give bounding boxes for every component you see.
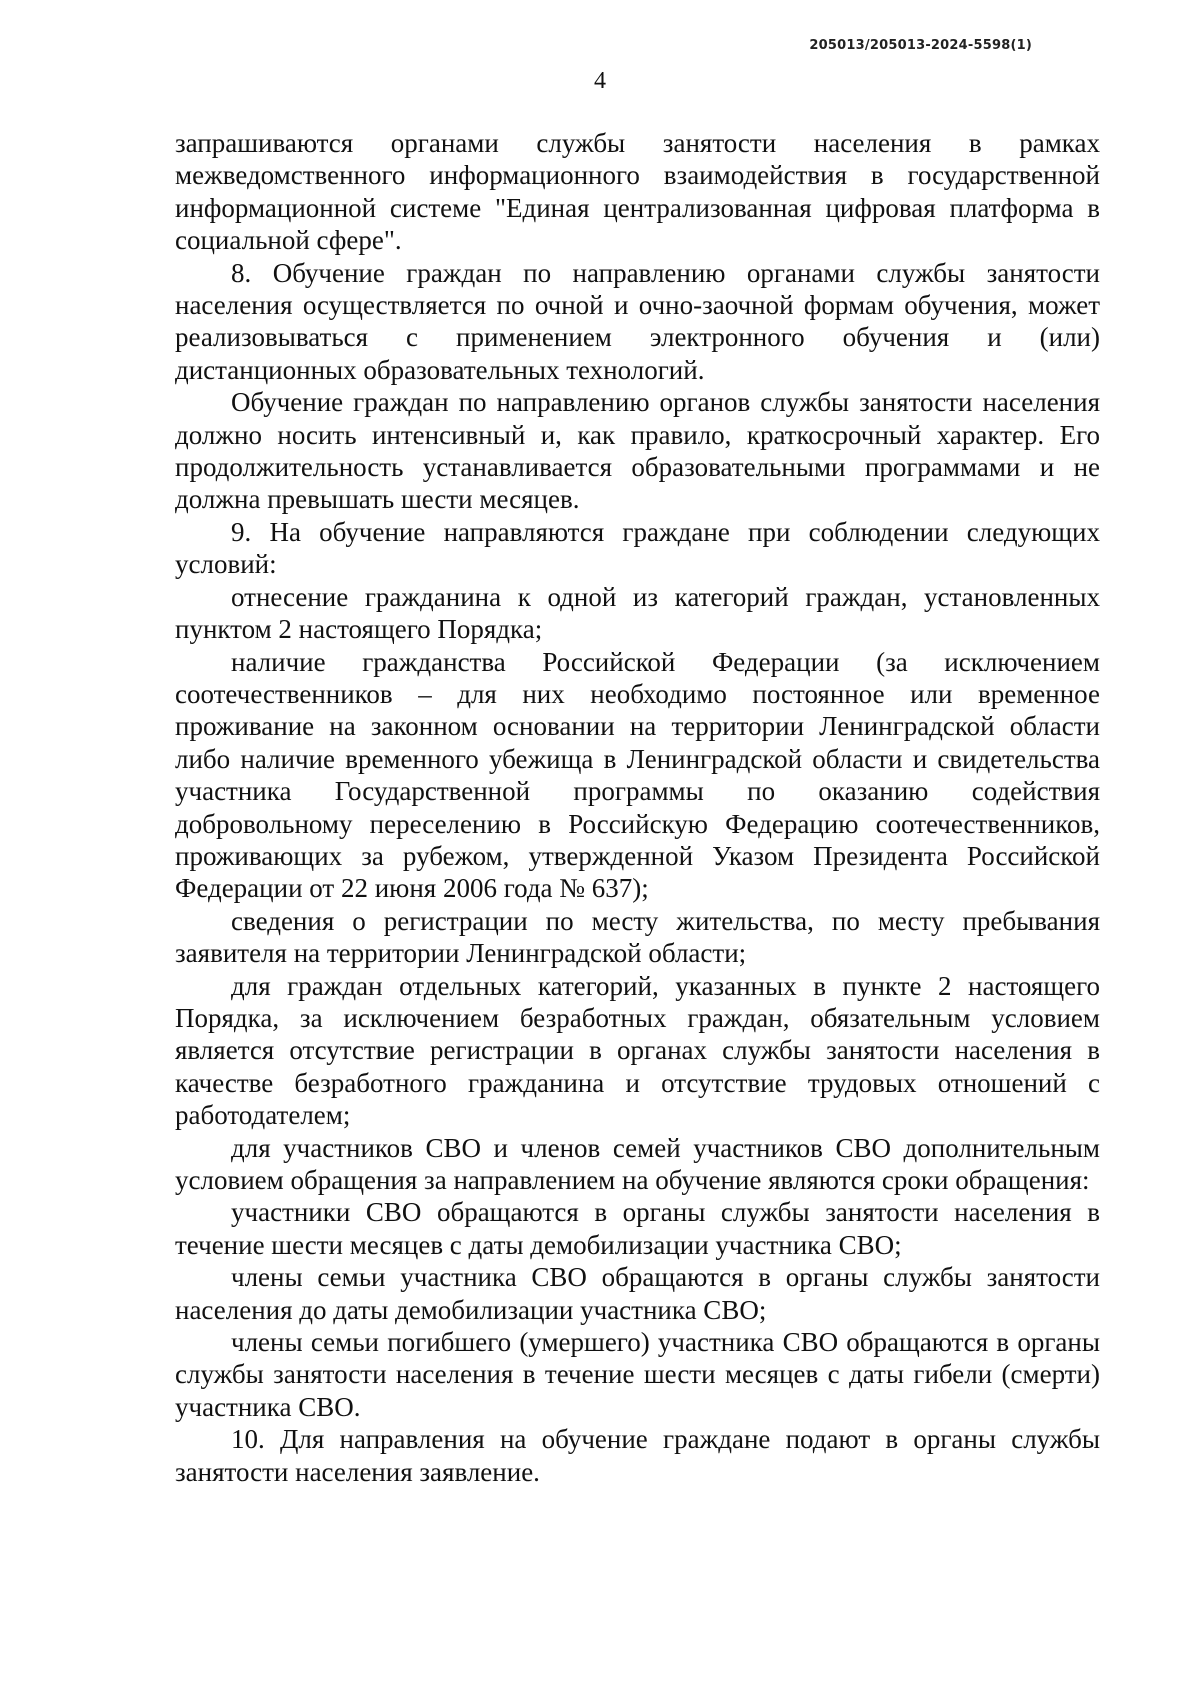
document-body <box>175 127 1100 1488</box>
condition-svo-participants: для участников СВО и членов семей участников СВО дополнительным условием обращения за направлением на обучение являются сроки обращения: <box>175 1132 1100 1195</box>
svo-term-deceased-family: члены семьи погибшего (умершего) участника СВО обращаются в органы службы занятости населения в течение шести месяцев с даты гибели (смерти) участника СВО. <box>175 1327 1100 1422</box>
paragraph-training-duration: Обучение граждан по направлению органов службы занятости населения должно носить интенсивный и, как правило, краткосрочный характер. Его продолжительность устанавливается образовательными программами и не должна превышать шести месяцев. <box>175 387 1100 515</box>
svo-term-participants: участники СВО обращаются в органы службы занятости населения в течение шести месяцев с даты демобилизации участника СВО; <box>175 1197 1100 1260</box>
paragraph-item-8: 8. Обучение граждан по направлению органами службы занятости населения осуществляется по очной и очно-заочной формам обучения, может реализовываться с применением электронного обучения и (или) дистанционных образовательных технологий. <box>175 257 1100 385</box>
paragraph-item-10: 10. Для направления на обучение граждане подают в органы службы занятости населения заявление. <box>175 1424 1100 1487</box>
paragraph-continuation: запрашиваются органами службы занятости населения в рамках межведомственного информационного взаимодействия в государственной информационной системе "Единая централизованная цифровая платформа в социальной сфере". <box>175 128 1100 256</box>
condition-citizenship: наличие гражданства Российской Федерации (за исключением соотечественников – для них необходимо постоянное или временное проживание на законном основании на территории Ленинградской области либо наличие временного убежища в Ленинградской области и свидетельства участника Государственной программы по оказанию содействия добровольному переселению в Российскую Федерацию соотечественников, проживающих за рубежом, утвержденной Указом Президента Российской Федерации от 22 июня 2006 года № 637); <box>175 646 1100 904</box>
condition-special-categories: для граждан отдельных категорий, указанных в пункте 2 настоящего Порядка, за исключением безработных граждан, обязательным условием является отсутствие регистрации в органах службы занятости населения в качестве безработного гражданина и отсутствие трудовых отношений с работодателем; <box>175 970 1100 1131</box>
paragraph-item-9: 9. На обучение направляются граждане при соблюдении следующих условий: <box>175 516 1100 580</box>
page-number: 4 <box>594 68 606 94</box>
svo-term-family-members: члены семьи участника СВО обращаются в органы службы занятости населения до даты демобилизации участника СВО; <box>175 1262 1100 1325</box>
condition-registration: сведения о регистрации по месту жительства, по месту пребывания заявителя на территории Ленинградской области; <box>175 905 1100 969</box>
document-id: 205013/205013-2024-5598(1) <box>809 38 1032 53</box>
condition-category: отнесение гражданина к одной из категорий граждан, установленных пунктом 2 настоящего Порядка; <box>175 581 1100 645</box>
